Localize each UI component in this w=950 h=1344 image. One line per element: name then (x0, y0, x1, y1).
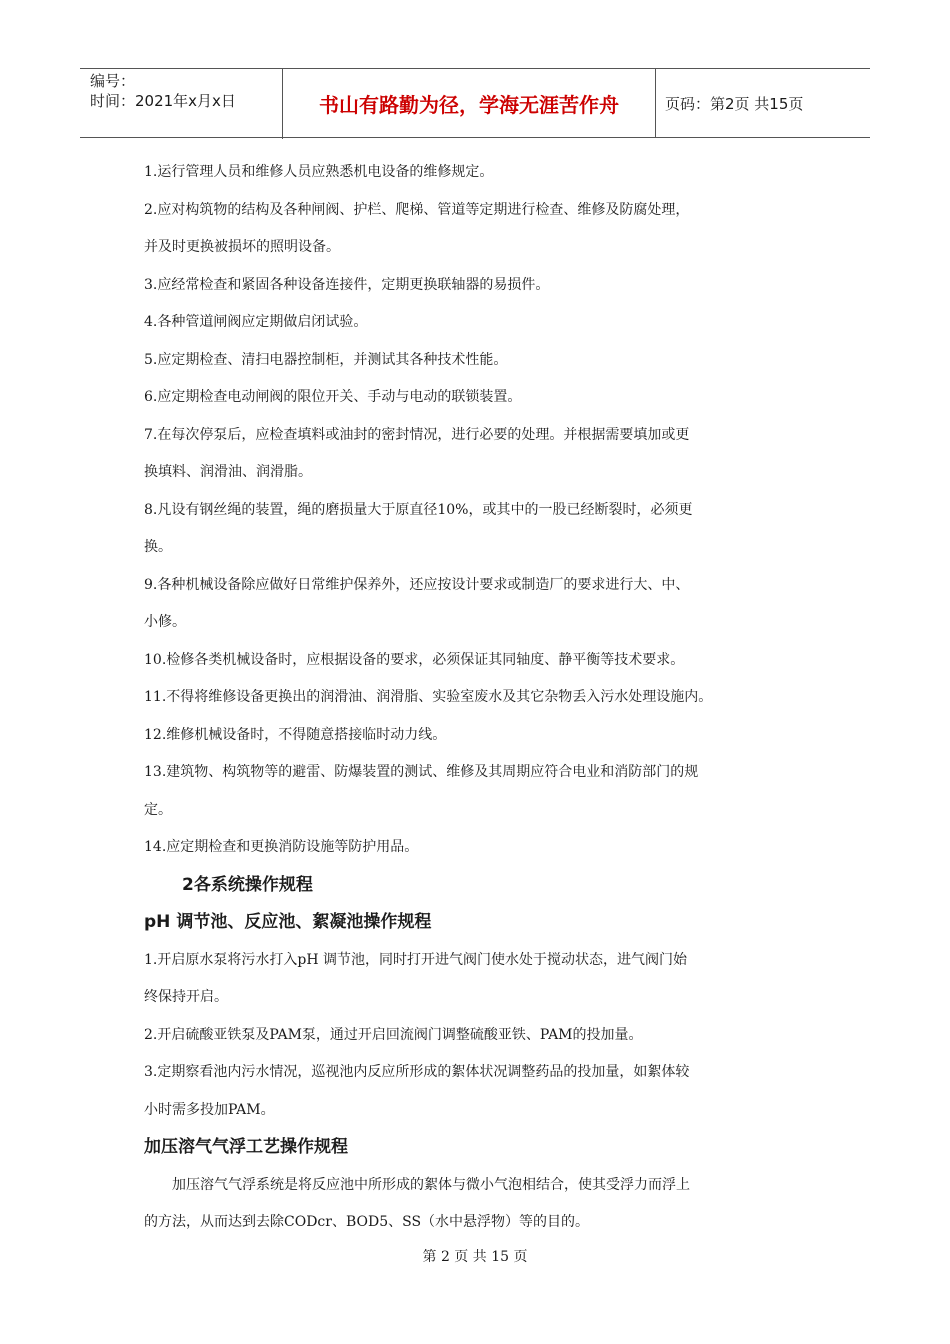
text-line: 14.应定期检查和更换消防设施等防护用品。 (144, 839, 419, 855)
text-line: 小时需多投加PAM。 (144, 1101, 275, 1118)
text-line: 小修。 (144, 614, 186, 630)
header-motto: 书山有路勤为径，学海无涯苦作舟 (283, 69, 656, 137)
text-line: 1.开启原水泵将污水打入pH 调节池，同时打开进气阀门使水处于搅动状态，进气阀门始 (144, 951, 687, 968)
text-line: 3.定期察看池内污水情况，巡视池内反应所形成的絮体状况调整药品的投加量，如絮体较 (144, 1064, 690, 1080)
text-line: 5.应定期检查、清扫电器控制柜，并测试其各种技术性能。 (144, 351, 508, 368)
time-label: 时间：2021年x月x日 (90, 92, 236, 110)
section-heading-flotation: 加压溶气气浮工艺操作规程 (144, 1137, 348, 1157)
text-line: 6.应定期检查电动闸阀的限位开关、手动与电动的联锁装置。 (144, 389, 522, 405)
text-line: 换。 (144, 539, 172, 555)
text-line: 11.不得将维修设备更换出的润滑油、润滑脂、实验室废水及其它杂物丢入污水处理设施内。 (144, 689, 713, 705)
text-line: 10.检修各类机械设备时，应根据设备的要求，必须保证其同轴度、静平衡等技术要求。 (144, 651, 685, 668)
text-line: 3.应经常检查和紧固各种设备连接件，定期更换联轴器的易损件。 (144, 276, 550, 293)
text-line: 2.应对构筑物的结构及各种闸阀、护栏、爬梯、管道等定期进行检查、维修及防腐处理， (144, 201, 690, 218)
page-footer: 第 2 页 共 15 页 (422, 1249, 528, 1265)
header-meta (80, 69, 283, 139)
text-line: 换填料、润滑油、润滑脂。 (144, 464, 312, 480)
text-line: 定。 (144, 801, 172, 818)
text-line: 2.开启硫酸亚铁泵及PAM泵，通过开启回流阀门调整硫酸亚铁、PAM的投加量。 (144, 1026, 643, 1043)
text-line: 12.维修机械设备时，不得随意搭接临时动力线。 (144, 726, 447, 743)
text-line: 的方法，从而达到去除CODcr、BOD5、SS（水中悬浮物）等的目的。 (144, 1214, 590, 1230)
text-line: 9.各种机械设备除应做好日常维护保养外，还应按设计要求或制造厂的要求进行大、中、 (144, 576, 690, 593)
page-header (80, 68, 870, 138)
text-line: 1.运行管理人员和维修人员应熟悉机电设备的维修规定。 (144, 164, 494, 180)
text-line: 加压溶气气浮系统是将反应池中所形成的絮体与微小气泡相结合，使其受浮力而浮上 (172, 1176, 690, 1193)
section-heading-system: 2各系统操作规程 (182, 874, 313, 895)
text-line: 8.凡设有钢丝绳的装置，绳的磨损量大于原直径10%，或其中的一股已经断裂时，必须更 (144, 501, 693, 518)
section-heading-ph: pH 调节池、反应池、絮凝池操作规程 (144, 912, 432, 932)
document-body (144, 154, 824, 1242)
number-label: 编号： (90, 72, 136, 90)
text-line: 4.各种管道闸阀应定期做启闭试验。 (144, 314, 368, 330)
text-line: 7.在每次停泵后，应检查填料或油封的密封情况，进行必要的处理。并根据需要填加或更 (144, 426, 690, 443)
text-line: 并及时更换被损坏的照明设备。 (144, 239, 340, 255)
text-line: 终保持开启。 (144, 989, 228, 1005)
header-page-info: 页码：第2页 共15页 (665, 94, 804, 113)
text-line: 13.建筑物、构筑物等的避雷、防爆装置的测试、维修及其周期应符合电业和消防部门的规 (144, 764, 699, 780)
